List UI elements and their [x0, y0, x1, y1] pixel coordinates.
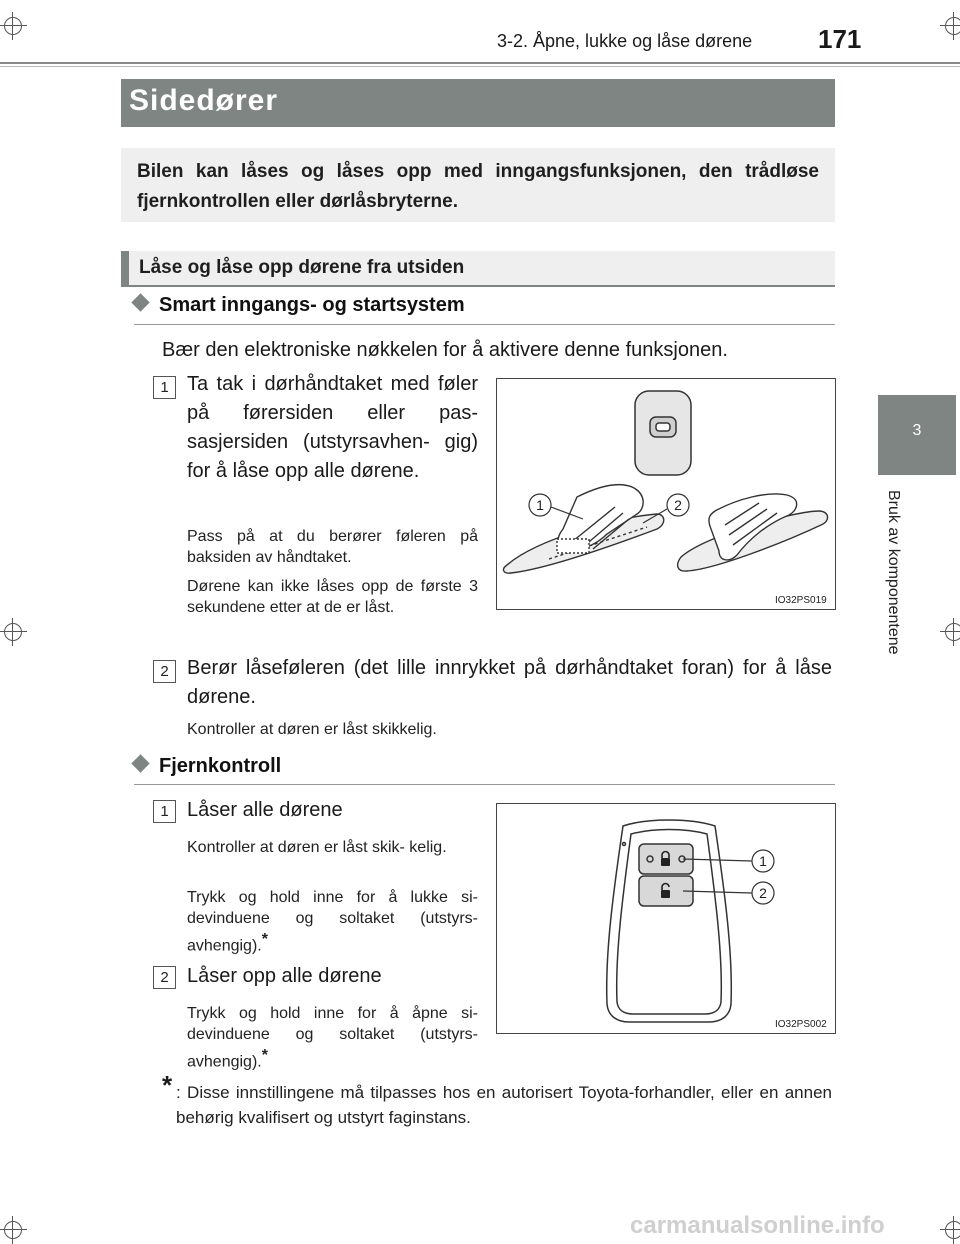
diamond-bullet-icon	[131, 754, 149, 772]
watermark: carmanualsonline.info	[630, 1212, 885, 1239]
crop-mark	[0, 618, 27, 646]
crop-mark	[0, 12, 27, 40]
figure-code: IO32PS019	[775, 595, 827, 606]
callout-2-label: 2	[759, 885, 767, 901]
crop-mark	[940, 618, 960, 646]
chapter-number: 3	[912, 422, 922, 439]
header-rule	[0, 62, 960, 64]
crop-mark	[940, 12, 960, 40]
section-heading: Låse og låse opp dørene fra utsiden	[139, 257, 465, 278]
step-number-badge: 1	[153, 800, 176, 823]
smart-step-1-text: Ta tak i dørhåndtaket med føler på førersiden eller pas- sasjersiden (utstyrsavhen- gig) for å låse opp alle dørene.	[187, 373, 478, 482]
callout-1-label: 1	[536, 497, 544, 513]
step-number-badge: 1	[153, 376, 176, 399]
crop-mark	[0, 1216, 27, 1244]
callout-1-label: 1	[759, 853, 767, 869]
remote-step-2-note: Trykk og hold inne for å åpne si- devinduene og soltaket (utstyrs- avhengig).*	[187, 1005, 478, 1071]
smart-step-2-text: Berør låseføleren (det lille innrykket på dørhåndtaket foran) for å låse dørene.	[187, 657, 832, 708]
header-rule	[0, 66, 960, 67]
smart-step-2-note: Kontroller at døren er låst skikkelig.	[187, 721, 437, 738]
page-title-bar	[121, 79, 835, 127]
smart-step-1-note-1: Pass på at du berører føleren på baksiden av håndtaket.	[187, 528, 478, 566]
smart-lead-text: Bær den elektroniske nøkkelen for å aktivere denne funksjonen.	[162, 339, 728, 361]
remote-heading: Fjernkontroll	[134, 755, 281, 778]
intro-box	[121, 148, 835, 222]
key-fob-icon	[635, 391, 691, 475]
smart-step-1-note-2: Dørene kan ikke låses opp de første 3 sekundene etter at de er låst.	[187, 578, 478, 616]
footnote-text: : Disse innstillingene må tilpasses hos en autorisert Toyota-forhandler, eller en annen behørig kvalifisert og utstyrt faginstans.	[176, 1083, 832, 1127]
remote-fob-illustration	[497, 804, 835, 1033]
asterisk-mark: *	[261, 1047, 268, 1064]
door-handle-figure	[496, 378, 836, 610]
remote-step-1-note-1: Kontroller at døren er låst skik- kelig.	[187, 839, 447, 856]
subheading-rule	[134, 324, 835, 325]
page-title: Sidedører	[129, 84, 279, 117]
door-handle-left-icon	[504, 485, 664, 574]
chapter-tab	[878, 395, 956, 475]
callout-2-label: 2	[674, 497, 682, 513]
smart-key-icon	[607, 820, 732, 1022]
smart-entry-heading: Smart inngangs- og startsystem	[134, 294, 465, 317]
intro-text: Bilen kan låses og låses opp med inngangsfunksjonen, den trådløse fjernkontrollen eller dørlåsbryterne.	[137, 161, 819, 212]
remote-step-2-text: Låser opp alle dørene	[187, 965, 382, 987]
step-number-badge: 2	[153, 660, 176, 683]
asterisk-mark: *	[261, 931, 268, 948]
subheading-rule	[134, 784, 835, 785]
callout-2-icon	[643, 494, 689, 523]
page-number: 171	[818, 24, 862, 54]
header-section-title: 3-2. Åpne, lukke og låse dørene	[497, 31, 753, 51]
section-heading-bar	[121, 251, 835, 287]
step-number-badge: 2	[153, 966, 176, 989]
chapter-label: Bruk av komponentene	[885, 490, 902, 655]
remote-fob-figure	[496, 803, 836, 1034]
door-handle-right-icon	[678, 494, 828, 571]
diamond-bullet-icon	[131, 293, 149, 311]
footnote-asterisk: *	[162, 1070, 173, 1100]
figure-code: IO32PS002	[775, 1019, 827, 1030]
remote-step-1-note-2: Trykk og hold inne for å lukke si- devinduene og soltaket (utstyrs- avhengig).*	[187, 889, 478, 955]
crop-mark	[940, 1216, 960, 1244]
remote-step-1-text: Låser alle dørene	[187, 799, 343, 821]
door-handle-illustration	[497, 379, 835, 609]
